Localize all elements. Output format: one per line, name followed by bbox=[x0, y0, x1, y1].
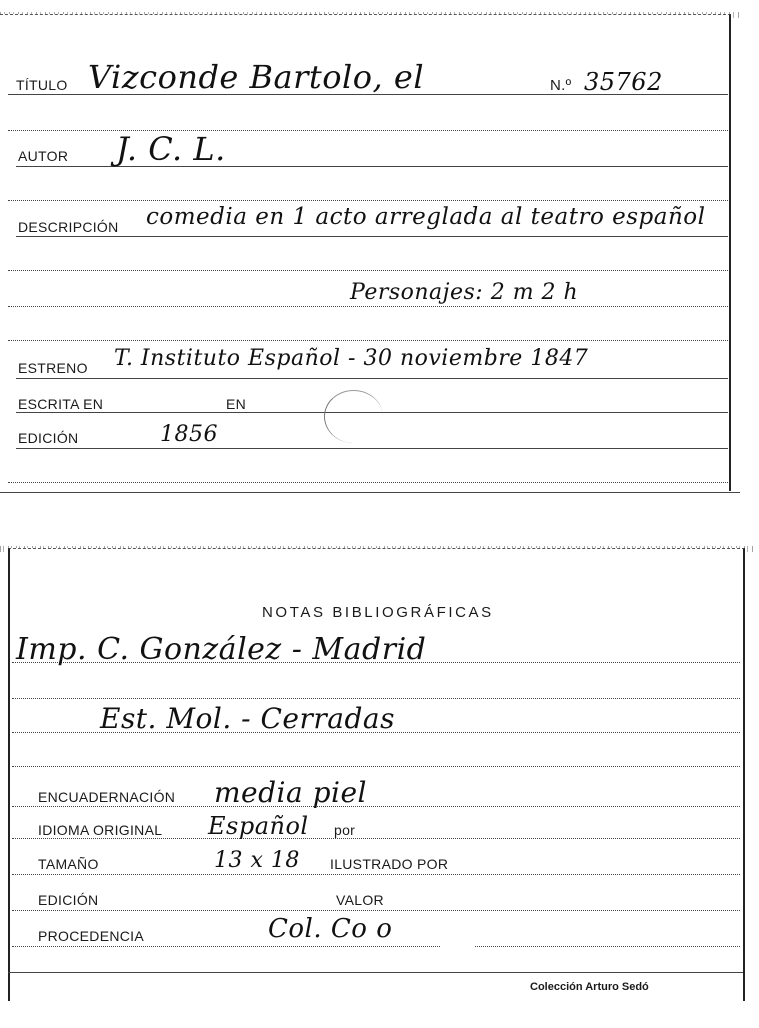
value-tamano: 13 x 18 bbox=[214, 848, 300, 873]
value-personajes: Personajes: 2 m 2 h bbox=[350, 280, 579, 305]
line-blank-7 bbox=[12, 766, 740, 767]
label-edicion-bottom: EDICIÓN bbox=[38, 892, 99, 908]
label-procedencia: PROCEDENCIA bbox=[38, 928, 144, 944]
line-personajes bbox=[8, 306, 728, 307]
value-edicion-top: 1856 bbox=[160, 422, 218, 447]
label-escrita-en: ESCRITA EN bbox=[18, 396, 104, 412]
value-numero: 35762 bbox=[584, 68, 663, 96]
label-estreno: ESTRENO bbox=[18, 360, 88, 376]
value-nota-1: Imp. C. González - Madrid bbox=[16, 632, 427, 667]
faded-stamp-mark bbox=[324, 390, 383, 443]
footer-coleccion: Colección Arturo Sedó bbox=[530, 981, 649, 993]
heading-notas-bibliograficas: NOTAS BIBLIOGRÁFICAS bbox=[262, 604, 494, 621]
line-tamano bbox=[12, 874, 740, 875]
line-estreno bbox=[16, 378, 728, 379]
line-blank-3 bbox=[8, 270, 728, 271]
label-autor: AUTOR bbox=[18, 148, 69, 164]
card-front-bottom-edge bbox=[0, 492, 740, 493]
line-edicion bbox=[16, 448, 728, 449]
line-blank-4 bbox=[8, 340, 728, 341]
label-numero: N.º bbox=[550, 77, 572, 94]
line-descripcion bbox=[16, 236, 728, 237]
label-encuadernacion: ENCUADERNACIÓN bbox=[38, 789, 176, 805]
label-por: por bbox=[334, 822, 356, 838]
label-tamano: TAMAÑO bbox=[38, 856, 99, 872]
line-edicion-bottom bbox=[12, 910, 740, 911]
line-blank-2 bbox=[8, 200, 728, 201]
line-blank-6 bbox=[12, 698, 740, 699]
value-autor: J. C. L. bbox=[116, 130, 226, 168]
line-blank-5 bbox=[8, 482, 728, 483]
label-ilustrado-por: ILUSTRADO POR bbox=[330, 856, 449, 872]
label-edicion-top: EDICIÓN bbox=[18, 430, 79, 446]
line-encuadernacion bbox=[12, 806, 740, 807]
card-back-bottom-edge bbox=[8, 972, 743, 973]
value-nota-2: Est. Mol. - Cerradas bbox=[100, 702, 395, 735]
label-idioma-original: IDIOMA ORIGINAL bbox=[38, 822, 163, 838]
label-descripcion: DESCRIPCIÓN bbox=[18, 219, 119, 235]
redaction-blot bbox=[440, 938, 474, 966]
line-procedencia bbox=[12, 946, 740, 947]
value-idioma-original: Español bbox=[208, 812, 309, 840]
label-valor: VALOR bbox=[336, 892, 384, 908]
line-idioma bbox=[12, 838, 740, 839]
label-en: EN bbox=[226, 396, 247, 412]
value-procedencia: Col. Co o bbox=[268, 914, 393, 944]
label-titulo: TÍTULO bbox=[16, 77, 68, 93]
value-titulo: Vizconde Bartolo, el bbox=[88, 58, 425, 96]
value-estreno: T. Instituto Español - 30 noviembre 1847 bbox=[114, 346, 589, 371]
value-descripcion: comedia en 1 acto arreglada al teatro español bbox=[146, 204, 706, 230]
value-encuadernacion: media piel bbox=[214, 776, 367, 809]
